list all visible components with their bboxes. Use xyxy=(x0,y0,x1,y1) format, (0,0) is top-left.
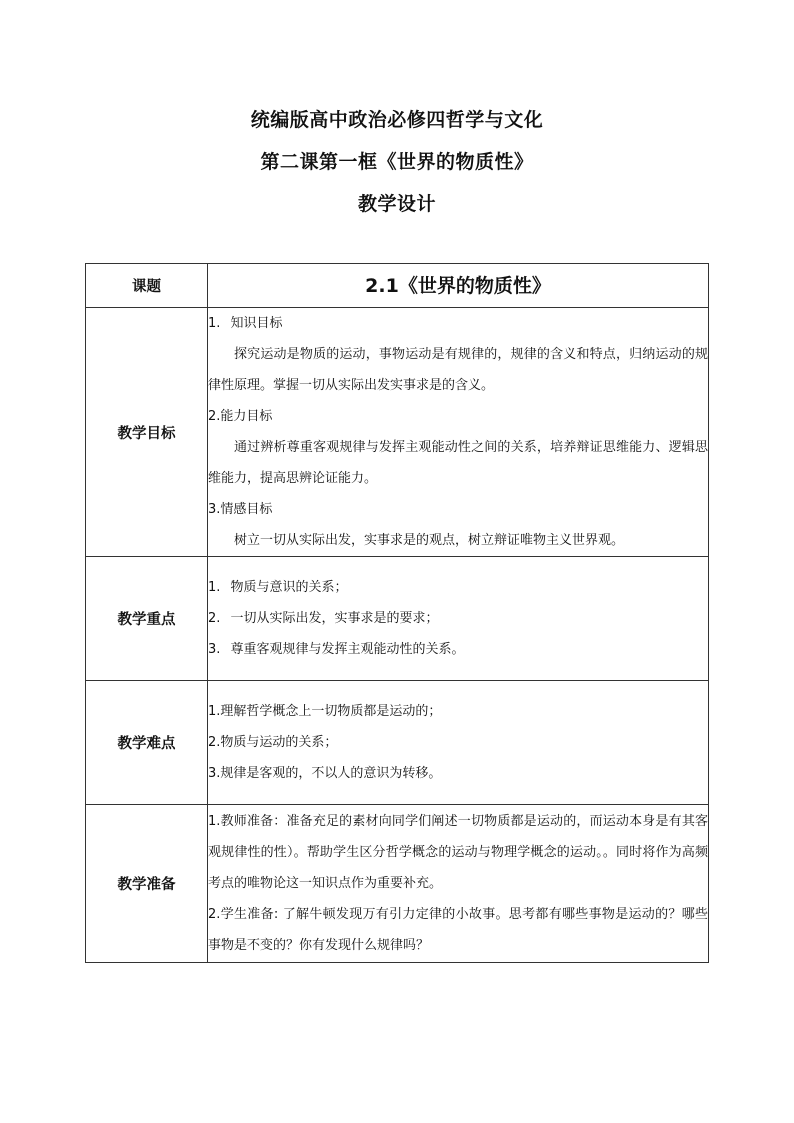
table-row-objectives xyxy=(86,308,709,557)
document-type-title: 教学设计 xyxy=(357,193,436,215)
key-points-label: 教学重点 xyxy=(86,557,208,681)
emotion-text: 树立一切从实际出发，实事求是的观点，树立辩证唯物主义世界观。 xyxy=(234,533,625,548)
topic-label: 课题 xyxy=(86,264,208,308)
document-subtitle: 第二课第一框《世界的物质性》 xyxy=(260,151,534,173)
ability-heading: 2.能力目标 xyxy=(208,409,273,424)
table-row-key-points xyxy=(86,557,709,681)
list-item: 2. 一切从实际出发，实事求是的要求； xyxy=(208,611,439,626)
student-preparation: 2.学生准备: 了解牛顿发现万有引力定律的小故事。思考都有哪些事物是运动的？哪些事物是不变的？你有发现什么规律吗？ xyxy=(208,907,708,953)
key-points-content xyxy=(208,557,709,681)
table-row-difficulties xyxy=(86,681,709,805)
list-item: 1. 物质与意识的关系； xyxy=(208,580,348,595)
ability-text: 通过辨析尊重客观规律与发挥主观能动性之间的关系，培养辩证思维能力、逻辑思维能力，提高思辨论证能力。 xyxy=(208,440,708,486)
table-row-topic xyxy=(86,264,709,308)
knowledge-text: 探究运动是物质的运动，事物运动是有规律的，规律的含义和特点，归纳运动的规律性原理。掌握一切从实际出发实事求是的含义。 xyxy=(208,347,708,393)
knowledge-heading: 1. 知识目标 xyxy=(208,316,283,331)
objectives-content xyxy=(208,308,709,557)
list-item: 2.物质与运动的关系； xyxy=(208,735,338,750)
topic-value: 2.1《世界的物质性》 xyxy=(365,274,551,297)
emotion-heading: 3.情感目标 xyxy=(208,502,273,517)
preparation-label: 教学准备 xyxy=(86,805,208,963)
teacher-preparation: 1.教师准备：准备充足的素材向同学们阐述一切物质都是运动的，而运动本身是有其客观规律性的性）。帮助学生区分哲学概念的运动与物理学概念的运动。。同时将作为高频考点的唯物论这一知识点作为重要补充。 xyxy=(208,814,708,891)
list-item: 3.规律是客观的，不以人的意识为转移。 xyxy=(208,766,442,781)
topic-value-cell xyxy=(208,264,709,308)
difficulties-content xyxy=(208,681,709,805)
lesson-plan-table xyxy=(85,263,709,963)
objectives-label: 教学目标 xyxy=(86,308,208,557)
list-item: 3. 尊重客观规律与发挥主观能动性的关系。 xyxy=(208,642,465,657)
table-row-preparation xyxy=(86,805,709,963)
difficulties-label: 教学难点 xyxy=(86,681,208,805)
preparation-content xyxy=(208,805,709,963)
document-title: 统编版高中政治必修四哲学与文化 xyxy=(250,109,544,131)
list-item: 1.理解哲学概念上一切物质都是运动的； xyxy=(208,704,442,719)
